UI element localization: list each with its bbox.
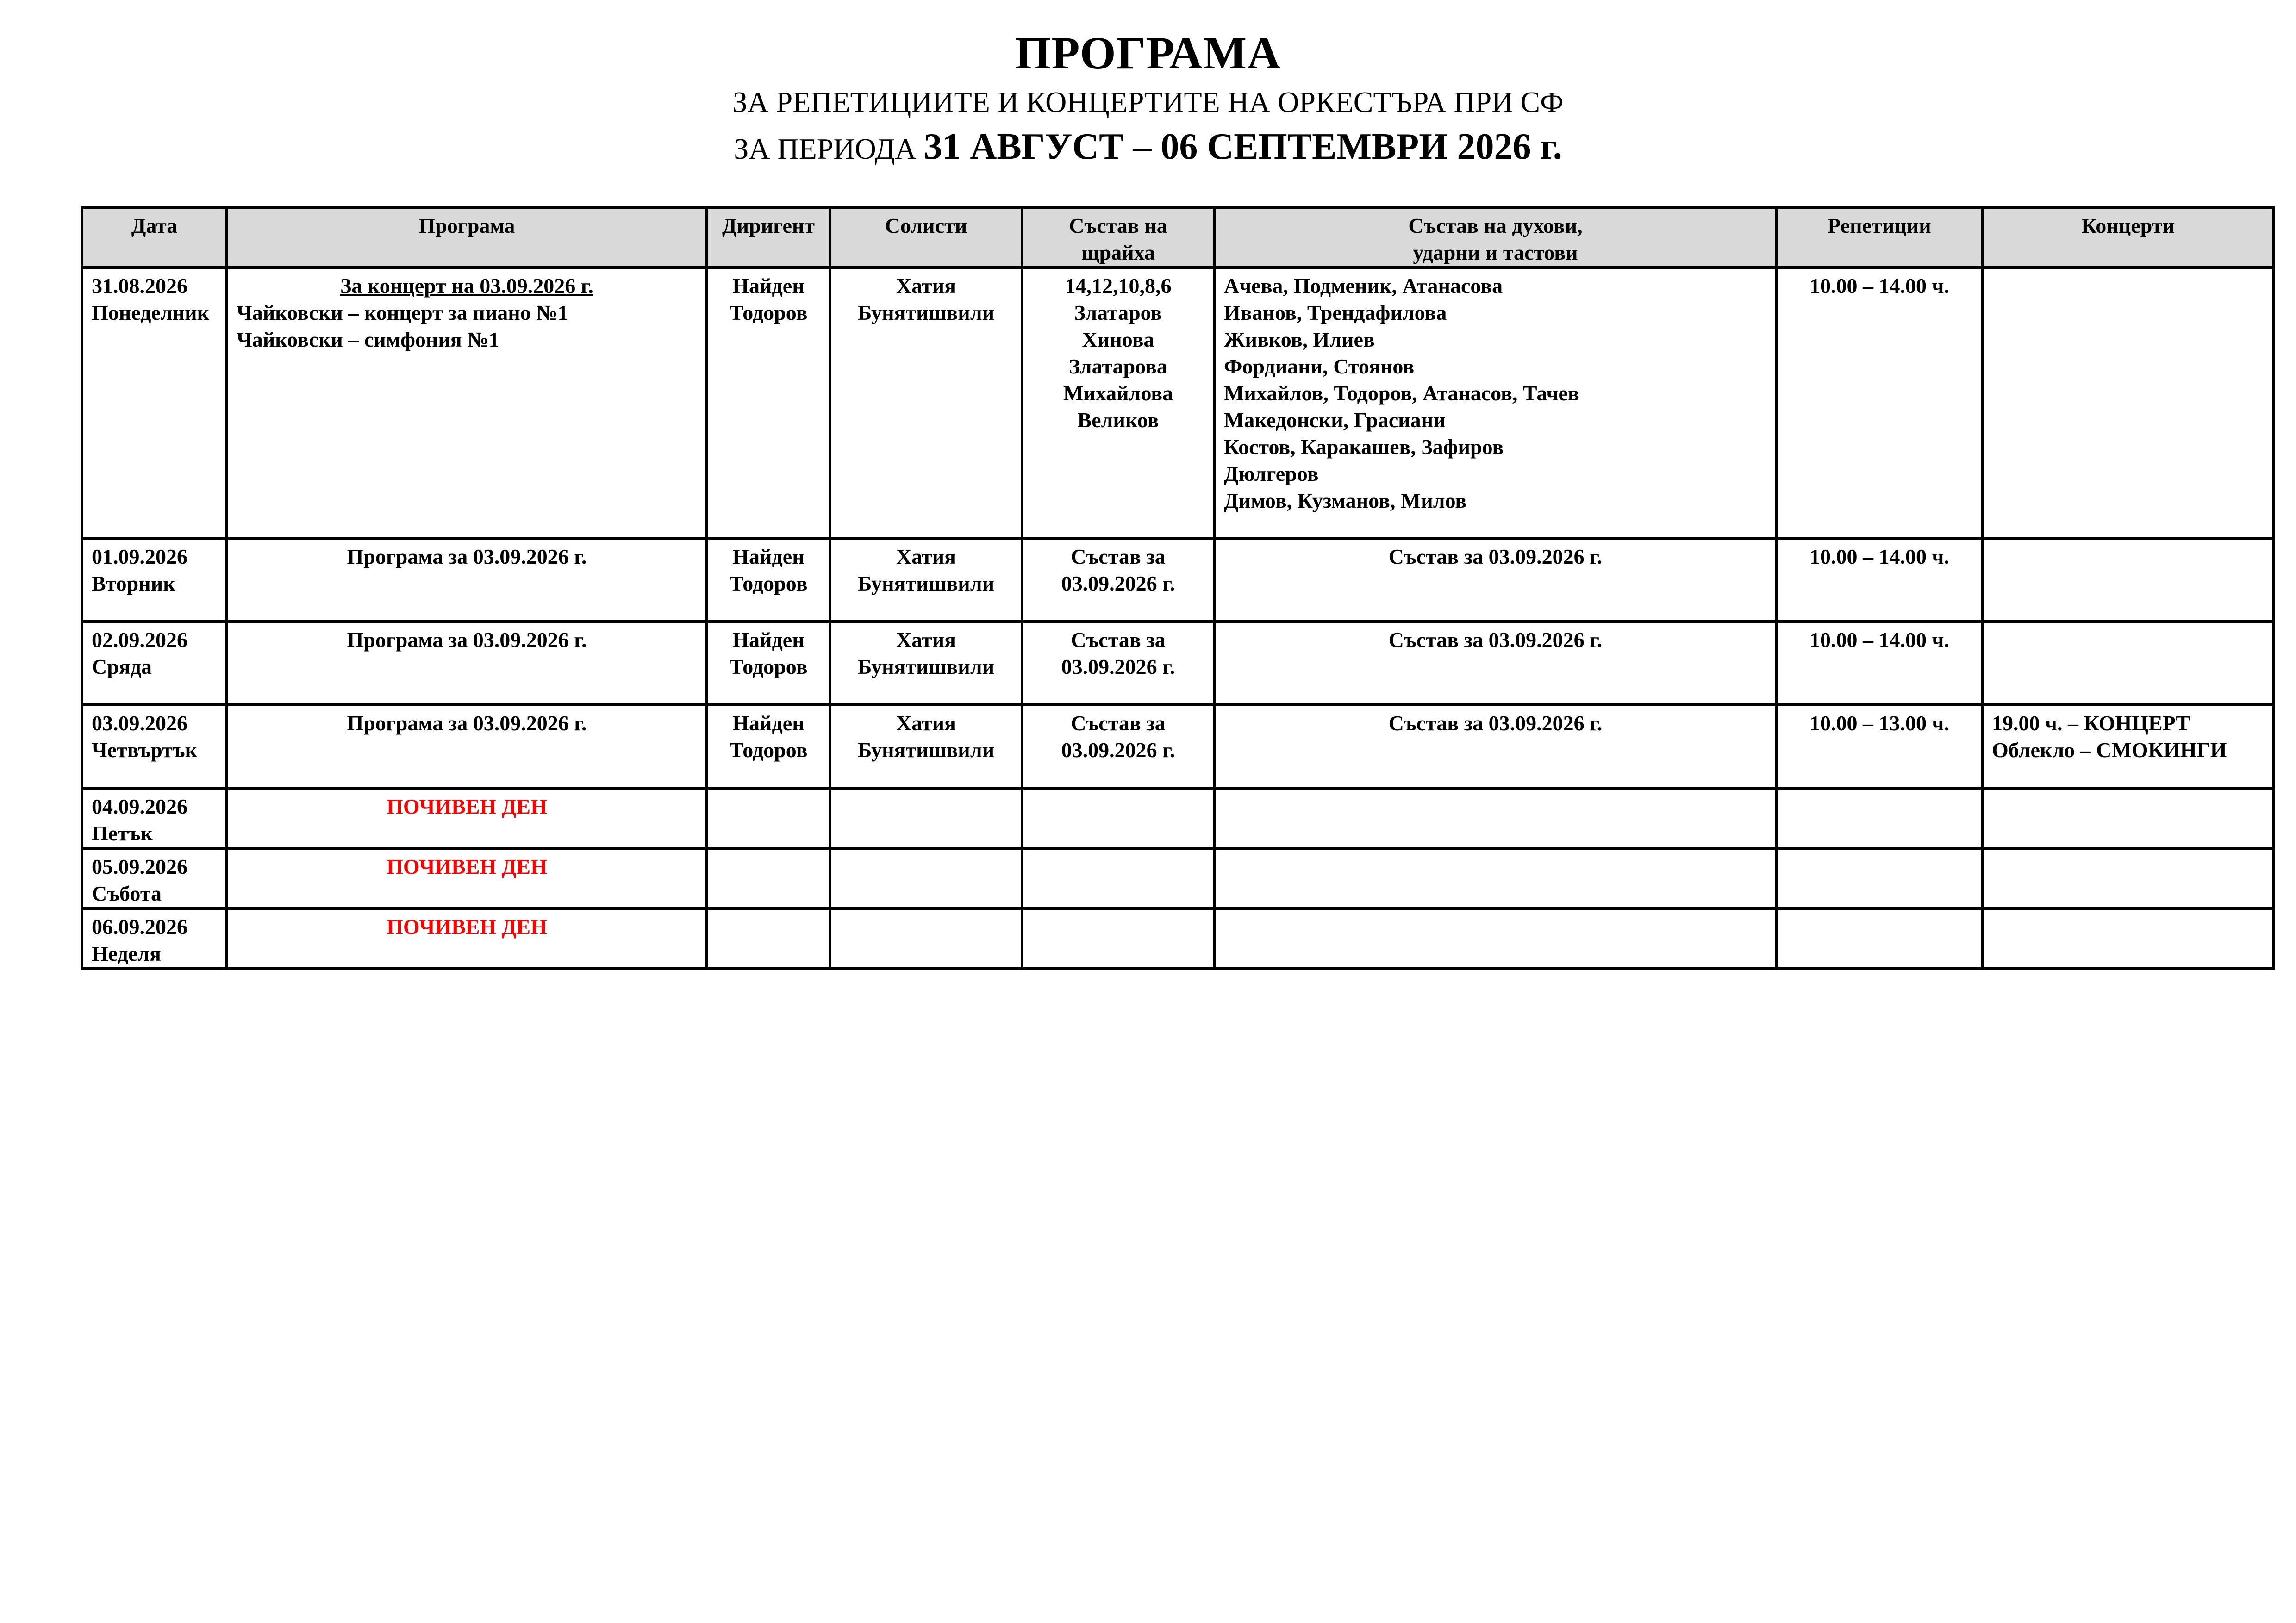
soloists-cell [830, 267, 1022, 538]
concert-cell [1982, 908, 2274, 969]
strings-cell [1022, 848, 1214, 908]
winds-line: Македонски, Грасиани [1224, 408, 1446, 432]
winds-header-line: Състав на духови, [1408, 214, 1583, 237]
period-range: 31 АВГУСТ – 06 СЕПТЕМВРИ 2026 г. [923, 126, 1562, 167]
date-cell [82, 622, 227, 705]
table-row [82, 705, 2274, 788]
winds-line: Фордиани, Стоянов [1224, 354, 1415, 378]
strings-cell [1022, 908, 1214, 969]
conductor-line: Тодоров [729, 655, 808, 678]
conductor-line: Тодоров [729, 572, 808, 595]
program-heading: За концерт на 03.09.2026 г. [340, 274, 593, 298]
strings-line: Великов [1077, 408, 1159, 432]
date-text: 02.09.2026 [92, 628, 187, 652]
strings-line: 03.09.2026 г. [1061, 655, 1175, 678]
conductor-cell [707, 622, 830, 705]
strings-line: 14,12,10,8,6 [1065, 274, 1172, 298]
conductor-line: Найден [732, 274, 805, 298]
strings-cell [1022, 267, 1214, 538]
day-text: Сряда [92, 655, 152, 678]
document-header [0, 25, 2296, 172]
concert-cell [1982, 622, 2274, 705]
conductor-cell [707, 848, 830, 908]
soloist-line: Хатия [896, 628, 956, 652]
page-title: ПРОГРАМА [1015, 27, 1281, 79]
concert-cell [1982, 788, 2274, 848]
rehearsal-cell: 10.00 – 13.00 ч. [1777, 705, 1982, 788]
column-header-rehearsals: Репетиции [1777, 207, 1982, 267]
soloists-cell [830, 908, 1022, 969]
date-text: 04.09.2026 [92, 795, 187, 818]
concert-cell [1982, 705, 2274, 788]
winds-cell [1214, 908, 1777, 969]
program-line: Чайковски – концерт за пиано №1 [237, 301, 568, 324]
conductor-cell [707, 788, 830, 848]
table-row [82, 848, 2274, 908]
date-cell [82, 908, 227, 969]
soloist-line: Хатия [896, 274, 956, 298]
rehearsal-cell: 10.00 – 14.00 ч. [1777, 538, 1982, 622]
winds-cell: Състав за 03.09.2026 г. [1214, 622, 1777, 705]
table-row [82, 908, 2274, 969]
strings-cell [1022, 538, 1214, 622]
column-header-winds [1214, 207, 1777, 267]
winds-line: Ачева, Подменик, Атанасова [1224, 274, 1503, 298]
column-header-conductor: Диригент [707, 207, 830, 267]
winds-line: Иванов, Трендафилова [1224, 301, 1447, 324]
strings-cell [1022, 705, 1214, 788]
concert-cell [1982, 538, 2274, 622]
winds-cell [1214, 848, 1777, 908]
soloist-line: Бунятишвили [857, 301, 995, 324]
program-cell: Програма за 03.09.2026 г. [227, 622, 707, 705]
soloists-cell [830, 848, 1022, 908]
program-cell: Програма за 03.09.2026 г. [227, 538, 707, 622]
program-line: Чайковски – симфония №1 [237, 328, 499, 351]
date-cell [82, 788, 227, 848]
period-prefix: ЗА ПЕРИОДА [734, 132, 924, 165]
winds-cell: Състав за 03.09.2026 г. [1214, 705, 1777, 788]
schedule-table [81, 206, 2275, 970]
conductor-line: Тодоров [729, 301, 808, 324]
day-text: Понеделник [92, 301, 210, 324]
strings-header-line: Състав на [1069, 214, 1167, 237]
soloist-line: Бунятишвили [857, 738, 995, 762]
winds-header-line: ударни и тастови [1413, 241, 1578, 264]
strings-line: Състав за [1071, 628, 1166, 652]
page-subtitle: ЗА РЕПЕТИЦИИТЕ И КОНЦЕРТИТЕ НА ОРКЕСТЪРА ПРИ СФ [732, 86, 1564, 118]
soloist-line: Бунятишвили [857, 572, 995, 595]
concert-line: Облекло – СМОКИНГИ [1992, 738, 2227, 762]
winds-line: Костов, Каракашев, Зафиров [1224, 435, 1504, 459]
soloists-cell [830, 788, 1022, 848]
table-row [82, 788, 2274, 848]
column-header-concerts: Концерти [1982, 207, 2274, 267]
winds-cell [1214, 788, 1777, 848]
strings-line: 03.09.2026 г. [1061, 738, 1175, 762]
conductor-line: Найден [732, 545, 805, 568]
period-line [0, 124, 2296, 172]
column-header-program: Програма [227, 207, 707, 267]
soloist-line: Хатия [896, 711, 956, 735]
table-row [82, 538, 2274, 622]
rehearsal-cell [1777, 848, 1982, 908]
winds-cell: Състав за 03.09.2026 г. [1214, 538, 1777, 622]
concert-cell [1982, 848, 2274, 908]
concert-cell [1982, 267, 2274, 538]
soloists-cell [830, 622, 1022, 705]
winds-line: Димов, Кузманов, Милов [1224, 489, 1467, 512]
strings-line: Хинова [1082, 328, 1154, 351]
winds-cell [1214, 267, 1777, 538]
date-text: 01.09.2026 [92, 545, 187, 568]
conductor-cell [707, 908, 830, 969]
winds-line: Михайлов, Тодоров, Атанасов, Тачев [1224, 381, 1579, 405]
concert-line: 19.00 ч. – КОНЦЕРТ [1992, 711, 2190, 735]
conductor-cell [707, 538, 830, 622]
conductor-cell [707, 267, 830, 538]
strings-line: Състав за [1071, 545, 1166, 568]
date-cell [82, 267, 227, 538]
date-text: 05.09.2026 [92, 855, 187, 878]
strings-header-line: щрайха [1081, 241, 1155, 264]
date-cell [82, 538, 227, 622]
day-text: Петък [92, 821, 153, 845]
rehearsal-cell [1777, 908, 1982, 969]
column-header-strings [1022, 207, 1214, 267]
conductor-cell [707, 705, 830, 788]
day-text: Събота [92, 882, 162, 905]
date-text: 03.09.2026 [92, 711, 187, 735]
rest-day-cell: ПОЧИВЕН ДЕН [227, 848, 707, 908]
rest-day-cell: ПОЧИВЕН ДЕН [227, 908, 707, 969]
date-text: 31.08.2026 [92, 274, 187, 298]
program-cell [227, 267, 707, 538]
date-cell [82, 848, 227, 908]
strings-line: Златарова [1069, 354, 1167, 378]
strings-cell [1022, 788, 1214, 848]
conductor-line: Найден [732, 711, 805, 735]
program-cell: Програма за 03.09.2026 г. [227, 705, 707, 788]
table-row [82, 267, 2274, 538]
strings-cell [1022, 622, 1214, 705]
soloists-cell [830, 538, 1022, 622]
conductor-line: Найден [732, 628, 805, 652]
day-text: Неделя [92, 942, 161, 965]
column-header-soloists: Солисти [830, 207, 1022, 267]
winds-line: Дюлгеров [1224, 462, 1319, 485]
strings-line: Състав за [1071, 711, 1166, 735]
soloists-cell [830, 705, 1022, 788]
date-cell [82, 705, 227, 788]
strings-line: 03.09.2026 г. [1061, 572, 1175, 595]
winds-line: Живков, Илиев [1224, 328, 1375, 351]
rest-day-cell: ПОЧИВЕН ДЕН [227, 788, 707, 848]
strings-line: Златаров [1074, 301, 1162, 324]
soloist-line: Хатия [896, 545, 956, 568]
rehearsal-cell [1777, 788, 1982, 848]
rehearsal-cell: 10.00 – 14.00 ч. [1777, 622, 1982, 705]
soloist-line: Бунятишвили [857, 655, 995, 678]
table-header-row [82, 207, 2274, 267]
day-text: Вторник [92, 572, 175, 595]
day-text: Четвъртък [92, 738, 198, 762]
strings-line: Михайлова [1063, 381, 1173, 405]
column-header-date: Дата [82, 207, 227, 267]
rehearsal-cell: 10.00 – 14.00 ч. [1777, 267, 1982, 538]
date-text: 06.09.2026 [92, 915, 187, 939]
table-row [82, 622, 2274, 705]
conductor-line: Тодоров [729, 738, 808, 762]
